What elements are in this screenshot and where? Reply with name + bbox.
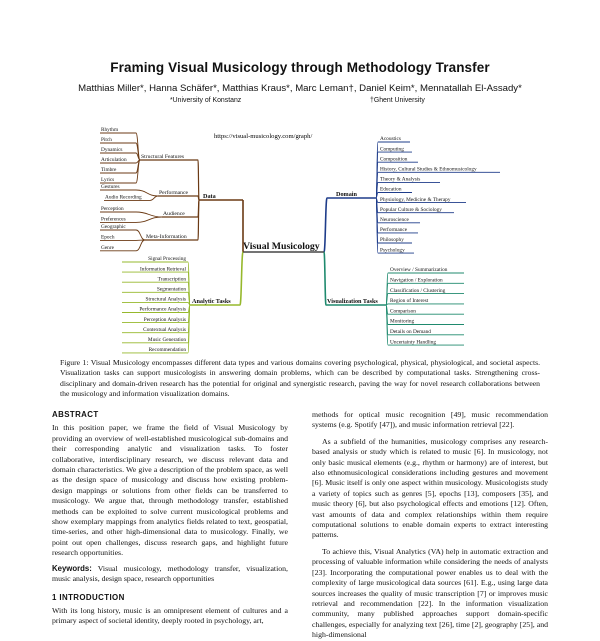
right-paragraph-2: As a subfield of the humanities, musicology comprises any research-based analysis or study which is related to music [6]. In musicology, not only basic musical elements (e.g., rhythm or harmony) are of interest, but also ethnomusicological considerations including gestures and movement [6]. Music itself is only one aspect within musicology. Musicologists study a variety of topics such as genres [5], epochs [13], composers [35], and music theory [6], but also psychological effects and emotions [12]. Often, vast amounts of data and complex relationships within them require computational solutions to enable domain experts to extract interesting patterns. — [312, 437, 548, 541]
figure-url[interactable]: https://visual-musicology.com/graph/ — [214, 133, 312, 140]
leaf-performance-analysis: Performance Analysis — [139, 306, 186, 313]
leaf-signal-processing: Signal Processing — [148, 256, 186, 262]
leaf-education: Education — [380, 187, 402, 193]
right-paragraph-1: methods for optical music recognition [49], music recommendation systems (e.g. Spotify [47]), and music information retrieval [22]. — [312, 410, 548, 431]
author-list: Matthias Miller*, Hanna Schäfer*, Matthias Kraus*, Marc Leman†, Daniel Keim*, Mennatallah El-Assady* — [0, 83, 600, 94]
leaf-philosophy: Philosophy — [380, 237, 404, 243]
keywords-text: Visual musicology, methodology transfer, visualization, music analysis, design space, research opportunities — [52, 564, 288, 583]
caption-text: Figure 1: Visual Musicology encompasses different data types and various domains covering psychological, physical, physiological, and societal aspects. Visualization tasks can support musicologists in answering domain problems, which can be described by computational tasks. Strengthening cross-disciplinary and domain-driven research has the potential for original and synergistic research, paving the way for novel research collaborations between the musicology and information visualization domains. — [60, 358, 540, 398]
node-structural-features: Structural Features — [141, 154, 185, 160]
leaf-timbre: Timbre — [101, 167, 117, 173]
leaf-uncertainty-handling: Uncertainty Handling — [390, 339, 436, 345]
leaf-epoch: Epoch — [101, 235, 115, 241]
node-visualization-tasks: Visualization Tasks — [327, 298, 378, 305]
leaf-neuroscience: Neuroscience — [380, 217, 409, 223]
leaf-performance: Performance — [380, 226, 408, 233]
leaf-psychology: Psychology — [380, 247, 405, 253]
intro-text: With its long history, music is an omnipresent element of cultures and a primary aspect of societal identity, deeply rooted in psychology, art, — [52, 606, 288, 627]
branch-link — [136, 212, 162, 217]
leaf-contextual-analysis: Contextual Analysis — [143, 327, 186, 333]
leaf-navigation-exploration: Navigation / Exploration — [390, 278, 443, 284]
intro-heading: 1 INTRODUCTION — [52, 593, 288, 603]
leaf-composition: Composition — [380, 156, 408, 162]
paper-title: Framing Visual Musicology through Methodology Transfer — [0, 60, 600, 75]
leaf-music-generation: Music Generation — [148, 337, 186, 343]
branch-link — [198, 196, 199, 200]
keywords-label: Keywords: — [52, 564, 92, 573]
leaf-popular-culture-sociology: Popular Culture & Sociology — [380, 207, 442, 213]
branch-link — [240, 252, 243, 305]
leaf-information-retrieval: Information Retrieval — [140, 265, 187, 272]
leaf-gestures: Gestures — [101, 184, 120, 190]
node-audience: Audience — [163, 211, 185, 217]
node-data: Data — [203, 193, 216, 200]
node-domain: Domain — [336, 191, 358, 198]
branch-link — [198, 160, 199, 200]
leaf-computing: Computing — [380, 146, 404, 152]
affiliation-ghent: †Ghent University — [370, 97, 425, 104]
figure-caption — [60, 358, 540, 399]
center-node: Visual Musicology — [243, 241, 320, 252]
leaf-dynamics: Dynamics — [101, 147, 122, 153]
leaf-recommendation: Recommendation — [149, 347, 187, 353]
leaf-details-on-demand: Details on Demand — [390, 329, 431, 335]
branch-link — [136, 230, 145, 240]
leaf-classification-clustering: Classification / Clustering — [390, 287, 446, 294]
node-performance: Performance — [159, 189, 189, 196]
leaf-articulation: Articulation — [101, 157, 127, 163]
leaf-overview-summarization: Overview / Summarization — [390, 267, 448, 273]
leaf-monitoring: Monitoring — [390, 319, 414, 325]
leaf-geographic: Geographic — [101, 224, 126, 230]
branch-link — [136, 217, 162, 222]
branch-link — [150, 196, 158, 200]
leaf-segmentation: Segmentation — [157, 287, 186, 293]
visual-musicology-mindmap — [0, 118, 600, 358]
affiliation-konstanz: *University of Konstanz — [170, 97, 241, 104]
right-column — [312, 410, 548, 641]
leaf-history-cultural-studies-ethnomusicology: History, Cultural Studies & Ethnomusicology — [380, 167, 477, 173]
node-analytic-tasks: Analytic Tasks — [192, 298, 231, 305]
abstract-heading: ABSTRACT — [52, 410, 288, 420]
leaf-theory-analysis: Theory & Analysis — [380, 177, 420, 183]
leaf-transcription: Transcription — [158, 276, 187, 282]
leaf-audio-recording: Audio Recording — [105, 195, 142, 201]
left-column — [52, 410, 288, 627]
leaf-pitch: Pitch — [101, 137, 112, 143]
leaf-perception-analysis: Perception Analysis — [144, 317, 186, 323]
leaf-structural-analysis: Structural Analysis — [146, 297, 186, 303]
leaf-perception: Perception — [101, 206, 124, 212]
leaf-physiology-medicine-therapy: Physiology, Medicine & Therapy — [380, 197, 451, 203]
leaf-preferences: Preferences — [101, 216, 126, 223]
leaf-region-of-interest: Region of Interest — [390, 297, 429, 304]
abstract-text: In this position paper, we frame the field of Visual Musicology by providing an overview of well-established musicological sub-domains and their corresponding analytic and visualization tasks. To foster collaborative, interdisciplinary research, we discuss relevant data and domain characteristics. We give a description of the problem space, as well as the design space of musicology and discuss how existing problem-design mappings or solutions from other fields can be transferred to musicology. We argue that, through methodology transfer, established methods can be exploited to solve current musicological problems and show exemplary mappings from analytics fields related to text, geospatial, time-series, and other high-dimensional data to musicology. Finally, we point out open challenges, discuss research gaps, and highlight future research opportunities. — [52, 423, 288, 558]
leaf-acoustics: Acoustics — [380, 136, 401, 142]
branch-link — [324, 252, 326, 305]
branch-link — [324, 198, 327, 252]
leaf-lyrics: Lyrics — [101, 177, 114, 183]
leaf-rhythm: Rhythm — [101, 127, 119, 133]
leaf-genre: Genre — [101, 245, 115, 251]
keywords-line — [52, 564, 288, 585]
branch-link — [136, 240, 145, 251]
right-paragraph-3: To achieve this, Visual Analytics (VA) help in automatic extraction and processing of valuable information while considering the needs of analysts [23]. Incorporating the computational power enables us to deal with the complexity of large musicological data sources [61]. E.g., using large data sources increases the quality of music transcription [7] or improves music retrieval and recommendation [22]. In the information visualization community, many published approaches support domain-specific challenges, especially for analyzing text [26], time [2], geography [25], and high-dimensional — [312, 547, 548, 641]
node-meta-information: Meta-Information — [146, 233, 187, 240]
leaf-comparison: Comparison — [390, 308, 416, 314]
